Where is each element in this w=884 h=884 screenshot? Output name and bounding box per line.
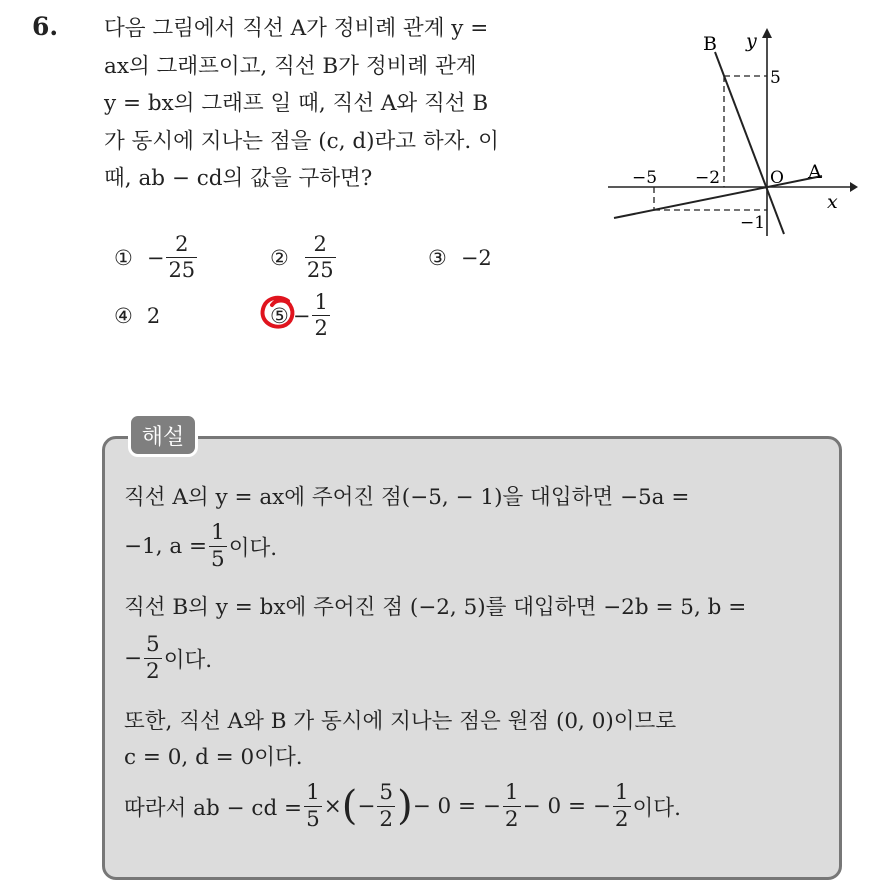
option-1-numerator: 2	[175, 232, 189, 256]
question-line-1: 다음 그림에서 직선 A가 정비례 관계 y =	[104, 16, 489, 41]
explanation-line-7	[124, 782, 681, 830]
explanation-line-6: c = 0, d = 0이다.	[124, 745, 303, 770]
option-1-marker: ①	[114, 245, 133, 270]
explanation-fraction-c	[304, 782, 322, 830]
explanation-line-7-mid: − 0 = −	[412, 793, 501, 819]
fraction-e-denominator: 2	[504, 806, 519, 832]
fraction-a-numerator: 1	[211, 520, 225, 545]
explanation-fraction-e	[503, 782, 521, 830]
coordinate-graph	[600, 20, 860, 245]
question-line-5: 때, ab − cd의 값을 구하면?	[104, 166, 373, 191]
x-axis-label: x	[827, 191, 838, 213]
explanation-line-4-end: 이다.	[163, 647, 213, 673]
explanation-line-7-mid2: − 0 = −	[522, 793, 611, 819]
fraction-b-numerator: 5	[146, 632, 160, 657]
explanation-line-3: 직선 B의 y = bx에 주어진 점 (−2, 5)를 대입하면 −2b = 5, b =	[124, 595, 747, 620]
fraction-d-denominator: 2	[379, 806, 394, 832]
explanation-line-1: 직선 A의 y = ax에 주어진 점(−5, − 1)을 대입하면 −5a =	[124, 485, 690, 510]
option-1-fraction	[166, 234, 197, 281]
tick-neg1-label: −1	[740, 213, 766, 233]
fraction-e-numerator: 1	[504, 780, 519, 805]
option-1[interactable]	[114, 234, 199, 281]
paren-minus: −	[357, 793, 376, 819]
y-axis-label: y	[746, 30, 757, 52]
option-2-denominator: 25	[306, 258, 334, 282]
option-4-value: 2	[146, 304, 161, 328]
explanation-tag: 해설	[128, 413, 198, 457]
option-5-sign: −	[292, 303, 311, 328]
option-2-fraction	[305, 234, 336, 281]
x-axis-arrow	[850, 182, 858, 192]
tick-neg2-label: −2	[695, 168, 721, 188]
answer-circle-mark	[258, 293, 298, 333]
explanation-line-4	[124, 634, 212, 682]
option-1-denominator: 25	[168, 258, 196, 282]
option-5-numerator: 1	[314, 290, 328, 314]
option-1-sign: −	[146, 245, 165, 270]
explanation-line-2-start: −1, a =	[124, 533, 208, 559]
explanation-fraction-b	[144, 634, 162, 682]
tick-5-label: 5	[770, 68, 781, 88]
question-line-3: y = bx의 그래프 일 때, 직선 A와 직선 B	[104, 91, 489, 116]
option-3-value: −2	[460, 246, 492, 270]
line-b-label: B	[703, 33, 717, 55]
option-4-marker: ④	[114, 304, 133, 328]
option-5-denominator: 2	[314, 316, 328, 340]
option-2[interactable]	[270, 234, 338, 281]
y-axis-arrow	[762, 28, 772, 38]
tick-neg5-label: −5	[632, 168, 658, 188]
explanation-line-7-end: 이다.	[632, 795, 681, 821]
explanation-line-4-sign: −	[124, 645, 143, 671]
option-3-marker: ③	[428, 246, 447, 270]
open-paren: (	[341, 783, 358, 829]
option-4[interactable]	[114, 304, 160, 328]
option-5-marker: ⑤	[270, 303, 289, 328]
fraction-d-numerator: 5	[379, 780, 394, 805]
question-text	[104, 10, 584, 198]
explanation-line-7-start: 따라서 ab − cd =	[124, 795, 303, 821]
option-5-fraction	[312, 292, 329, 339]
explanation-fraction-a	[209, 522, 227, 570]
question-line-2: ax의 그래프이고, 직선 B가 정비례 관계	[104, 53, 477, 79]
close-paren: )	[397, 783, 413, 829]
origin-label: O	[770, 168, 784, 188]
explanation-line-2-end: 이다.	[228, 535, 278, 561]
times-sign: ×	[323, 793, 342, 819]
line-a-label: A	[808, 161, 822, 183]
option-2-numerator: 2	[313, 232, 327, 256]
option-2-marker: ②	[270, 245, 289, 270]
question-line-4: 가 동시에 지나는 점을 (c, d)라고 하자. 이	[104, 128, 499, 154]
fraction-f-numerator: 1	[614, 780, 629, 805]
fraction-c-numerator: 1	[306, 780, 320, 805]
option-3[interactable]	[428, 246, 492, 270]
explanation-fraction-d	[377, 782, 395, 830]
fraction-f-denominator: 2	[614, 806, 629, 832]
fraction-b-denominator: 2	[146, 658, 160, 684]
explanation-line-5: 또한, 직선 A와 B 가 동시에 지나는 점은 원점 (0, 0)이므로	[124, 709, 677, 734]
explanation-fraction-f	[613, 782, 631, 830]
fraction-a-denominator: 5	[211, 546, 225, 572]
question-number: 6.	[32, 12, 59, 41]
fraction-c-denominator: 5	[306, 806, 320, 832]
explanation-line-2	[124, 522, 277, 570]
